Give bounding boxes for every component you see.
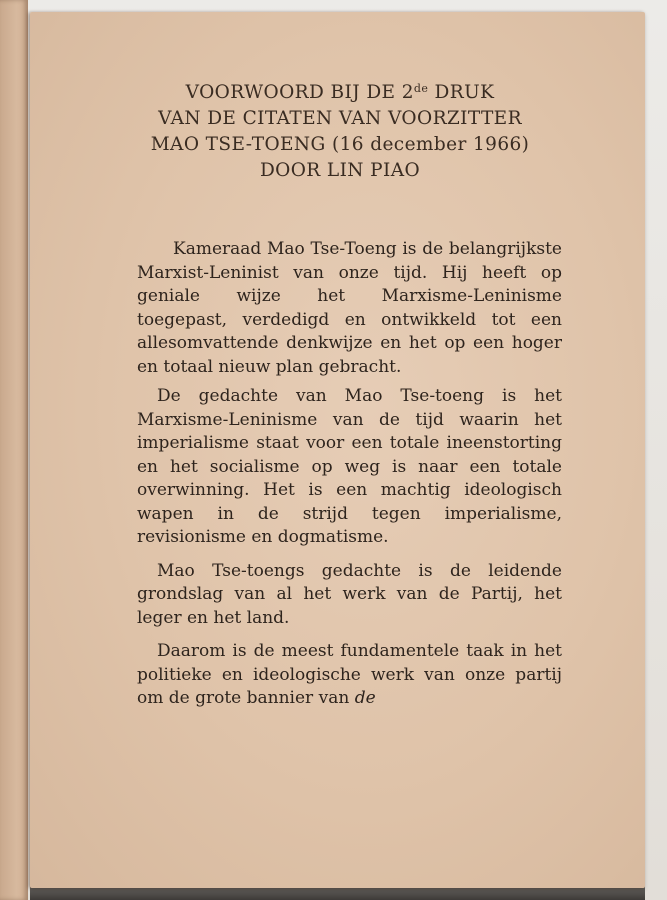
paragraph-1: Kameraad Mao Tse-Toeng is de belangrijkste Marxist-Leninist van onze tijd. Hij heeft op geniale wijze het Marxisme-Leninisme toegepast, verdedigd en ontwikkeld tot een allesomvattende denkwijze en het op een hoger en totaal nieuw plan gebracht. [137, 239, 562, 377]
page-heading [100, 76, 580, 184]
paragraph-3: Mao Tse-toengs gedachte is de leidende grondslag van al het werk van de Partij, het leger en het land. [137, 560, 562, 628]
heading-line-4: DOOR LIN PIAO [259, 160, 421, 181]
heading-line-1: VOORWOORD BIJ DE 2de DRUK [185, 82, 495, 103]
body-text [137, 238, 562, 711]
heading-line-2: VAN DE CITATEN VAN VOORZITTER [158, 108, 522, 129]
heading-line-3: MAO TSE-TOENG (16 december 1966) [150, 134, 530, 155]
paragraph-4: Daarom is de meest fundamentele taak in het politieke en ideologische werk van onze partij om de grote bannier van de [137, 641, 562, 708]
book-cover-edge [0, 0, 28, 900]
paragraph-2: De gedachte van Mao Tse-toeng is het Marxisme-Leninisme van de tijd waarin het imperialisme staat voor een totale ineenstorting en het socialisme op weg is naar een totale overwinning. Het is een machtig ideologisch wapen in de strijd tegen imperialisme, revisionisme en dogmatisme. [137, 386, 562, 547]
